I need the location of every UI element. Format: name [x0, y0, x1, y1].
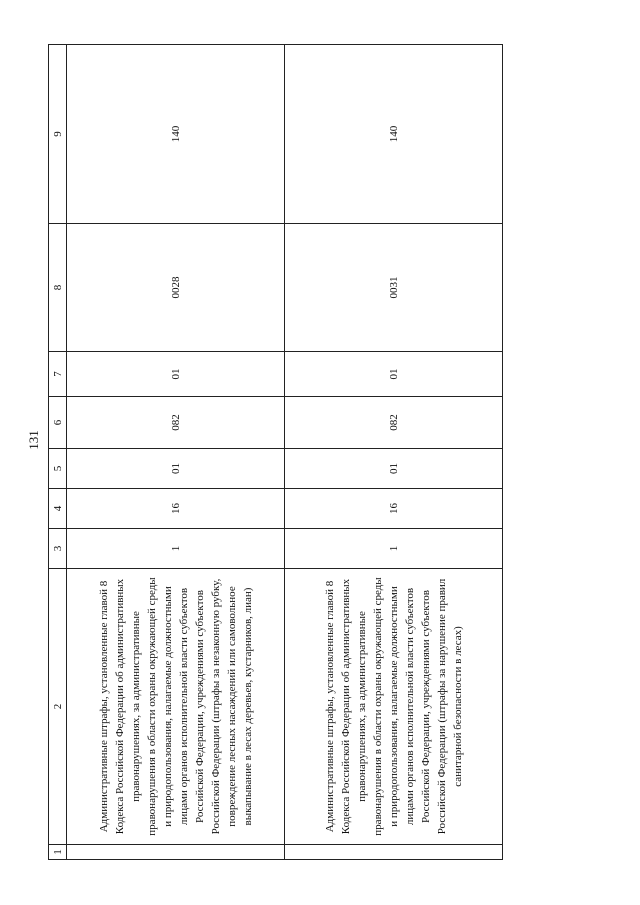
table-cell	[67, 845, 285, 860]
table-cell: 01	[67, 449, 285, 489]
table-cell	[285, 845, 503, 860]
table-cell: 1	[67, 529, 285, 569]
table-cell: 0031	[285, 224, 503, 352]
column-header: 4	[49, 489, 67, 529]
column-header: 5	[49, 449, 67, 489]
column-header: 8	[49, 224, 67, 352]
description-cell: Административные штрафы, установленные главой 8 Кодекса Российской Федерации об административных правонарушениях, за административные правонарушения в области охраны окружающей среды и природопользования, налагаемые должностными лицами органов исполнительной власти субъектов Российской Федерации, учреждениями субъектов Российской Федерации (штрафы за незаконную рубку, повреждение лесных насаждений или самовольное выкапывание в лесах деревьев, кустарников, лиан)	[67, 569, 285, 845]
page-number: 131	[26, 430, 41, 450]
column-header: 6	[49, 397, 67, 449]
table-cell: 140	[285, 45, 503, 224]
table-row	[67, 45, 285, 860]
table-cell: 16	[67, 489, 285, 529]
column-header: 3	[49, 529, 67, 569]
table-cell: 1	[285, 529, 503, 569]
table-cell: 0028	[67, 224, 285, 352]
table-cell: 082	[67, 397, 285, 449]
column-header: 7	[49, 352, 67, 397]
table-cell: 082	[285, 397, 503, 449]
table-cell: 01	[67, 352, 285, 397]
description-cell: Административные штрафы, установленные главой 8 Кодекса Российской Федерации об административных правонарушениях, за административные правонарушения в области охраны окружающей среды и природопользования, налагаемые должностными лицами органов исполнительной власти субъектов Российской Федерации, учреждениями субъектов Российской Федерации (штрафы за нарушение правил санитарной безопасности в лесах)	[285, 569, 503, 845]
table-cell: 16	[285, 489, 503, 529]
budget-classification-table	[48, 44, 503, 860]
table-cell: 140	[67, 45, 285, 224]
table-cell: 01	[285, 449, 503, 489]
header-row	[49, 45, 67, 860]
table-row	[285, 45, 503, 860]
budget-table-rotated	[48, 45, 483, 860]
table-cell: 01	[285, 352, 503, 397]
column-header: 1	[49, 845, 67, 860]
column-header: 9	[49, 45, 67, 224]
column-header: 2	[49, 569, 67, 845]
